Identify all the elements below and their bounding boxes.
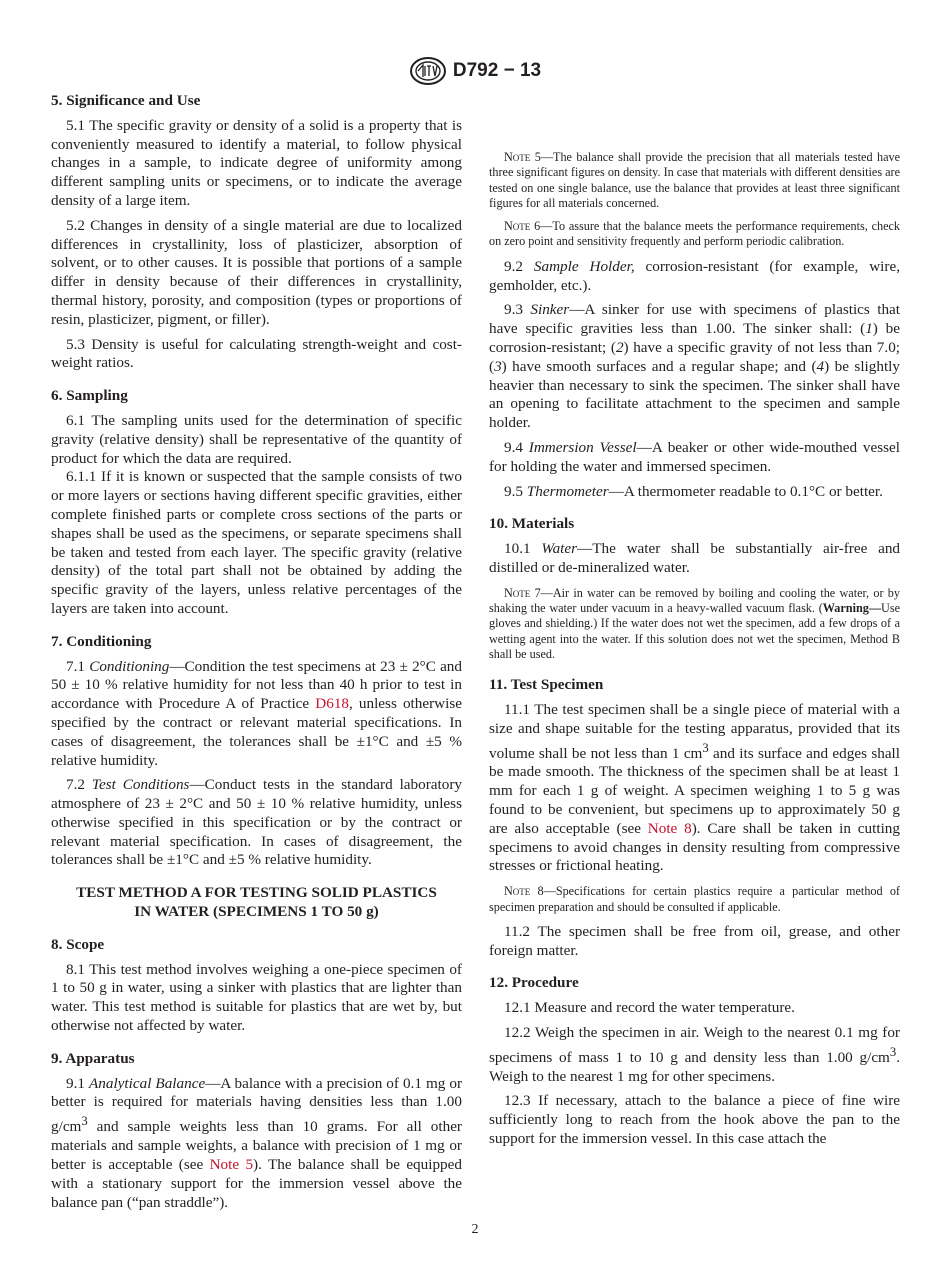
page-number: 2	[471, 1222, 479, 1237]
note-7: Note 7—Air in water can be removed by boiling and cooling the water, or by shaking the water under vacuum in a heavy-walled vacuum flask. (Warning—Use gloves and shielding.) If the water does not wet the specimen, add a few drops of a wetting agent into the water. If this solution does not wet the specimen, Method B shall be used.	[489, 585, 900, 661]
paragraph: 11.2 The specimen shall be free from oil, grease, and other foreign matter.	[489, 922, 900, 959]
section-heading: 10. Materials	[489, 515, 575, 533]
note-8: Note 8—Specifications for certain plastics require a particular method of specimen preparation and should be consulted if applicable.	[489, 884, 900, 914]
paragraph: 10.1 Water—The water shall be substantially air-free and distilled or de-mineralized water.	[489, 540, 901, 576]
paragraph: 9.4 Immersion Vessel—A beaker or other wide-mouthed vessel for holding the water and immersed specimen.	[489, 438, 900, 475]
paragraph: 11.1 The test specimen shall be a single piece of material with a size and shape suitable for the testing apparatus, provided that its volume shall be not less than 1 $cm^3$ and its surface and edges shall be made smooth. The thickness of the specimen shall be at least 1 mm for each 1 g of weight. A specimen weighing 1 to 5 g was found to be convenient, but specimens up to approximately 50 g are also acceptable (see Note 8). Care shall be taken in cutting specimens to avoid changes in density resulting from compressive stresses or frictional heating.	[489, 701, 900, 875]
paragraph: 9.2 Sample Holder, corrosion-resistant (for example, wire, gemholder, etc.).	[489, 257, 900, 294]
paragraph: 7.2 Test Conditions—Conduct tests in the standard laboratory atmosphere of 23 ± 2°C and 50 ± 10 % relative humidity, unless otherwise specified in this specification or by the contract or relevant material specification. In cases of disagreement, the tolerances shall be ±1°C and ±5 % relative humidity.	[51, 776, 463, 869]
term: Sinker	[530, 301, 570, 319]
paragraph: 5.1 The specific gravity or density of a solid is a property that is conveniently measured to identify a material, to follow physical changes in a sample, to indicate degree of uniformity among different sampling units or specimens, or to indicate the average density of a large item.	[51, 116, 462, 209]
document-designation: D792 − 13	[452, 60, 542, 81]
right-column-content	[489, 92, 900, 1155]
paragraph: 12.2 Weigh the specimen in air. Weigh to the nearest 0.1 mg for specimens of mass 1 to 10 g and density less than 1.00 $g/cm^3$. Weigh to the nearest 1 mg for other specimens.	[489, 1024, 900, 1085]
section-heading: 12. Procedure	[489, 974, 579, 992]
section-heading: 5. Significance and Use	[51, 92, 201, 109]
term: Thermometer	[526, 482, 609, 500]
left-column	[51, 92, 462, 1218]
paragraph: 6.1.1 If it is known or suspected that the sample consists of two or more layers or sections having different specific gravities, either complete finished parts or complete cross sections of the parts or shapes shall be used as the specimens, or separate specimens shall be taken and tested from each layer. The specific gravity (relative density) of the total part shall not be obtained by adding the specific gravity of the layers, unless relative percentages of the layers are taken into account.	[51, 468, 462, 617]
astm-logo-icon	[409, 56, 447, 86]
term: Test Conditions	[91, 776, 190, 794]
term: Immersion Vessel	[528, 438, 637, 456]
method-heading: TEST METHOD A FOR TESTING SOLID PLASTICS IN WATER (SPECIMENS 1 TO 50 g)	[76, 884, 437, 921]
paragraph: 9.5 Thermometer—A thermometer readable to 0.1°C or better.	[504, 482, 883, 500]
reference-link-note-5[interactable]: Note 5	[209, 1155, 254, 1173]
paragraph: 5.3 Density is useful for calculating strength-weight and cost-weight ratios.	[51, 335, 462, 372]
paragraph: 9.1 Analytical Balance—A balance with a precision of 0.1 mg or better is required for materials having densities less than 1.00 $g/cm^3$ and sample weights less than 10 grams. For all other materials and sample weights, a balance with precision of 1 mg or better is acceptable (see Note 5). The balance shall be equipped with a stationary support for the immersion vessel above the balance pan (“pan straddle”).	[51, 1074, 463, 1211]
paragraph: 12.1 Measure and record the water temperature.	[504, 999, 795, 1017]
note-5: Note 5—The balance shall provide the precision that all materials tested have three significant figures on density. In case that materials with different densities are tested on one single balance, use the balance that provides at least three significant figures for all materials concerned.	[489, 150, 900, 210]
reference-link-note-8[interactable]: Note 8	[647, 819, 692, 837]
paragraph: 6.1 The sampling units used for the determination of specific gravity (relative density) shall be representative of the quantity of product for which the data are required.	[51, 411, 462, 467]
term: Sample Holder,	[533, 257, 635, 275]
section-heading: 7. Conditioning	[51, 632, 152, 650]
section-heading: 8. Scope	[51, 935, 105, 953]
paragraph: 7.1 Conditioning—Condition the test specimens at 23 ± 2°C and 50 ± 10 % relative humidity for not less than 40 h prior to test in accordance with Procedure A of Practice D618, unless otherwise specified by the contract or relevant material specifications. In cases of disagreement, the tolerances shall be ±1°C and ±5 % relative humidity.	[51, 657, 463, 769]
term: Water	[541, 540, 578, 558]
paragraph: 12.3 If necessary, attach to the balance a piece of fine wire sufficiently long to reach from the hook above the pan to the support for the immersion vessel. In this case attach the	[489, 1092, 900, 1148]
paragraph: 9.3 Sinker—A sinker for use with specimens of plastics that have specific gravities less than 1.00. The sinker shall: (1) be corrosion-resistant; (2) have a specific gravity of not less than 7.0; (3) have smooth surfaces and a regular shape; and (4) be slightly heavier than necessary to sink the specimen. The sinker shall have an opening to facilitate attachment to the specimen and sample holder.	[489, 301, 901, 432]
paragraph: 5.2 Changes in density of a single material are due to localized differences in crystallinity, loss of plasticizer, absorption of solvent, or to other causes. It is possible that portions of a sample differ in density because of their differences in crystallinity, thermal history, porosity, and composition (types or proportions of resin, plasticizer, pigment, or filler).	[51, 216, 462, 328]
section-heading: 6. Sampling	[51, 387, 128, 405]
term: Conditioning	[89, 657, 170, 675]
section-heading: 9. Apparatus	[51, 1049, 135, 1067]
note-6: Note 6—To assure that the balance meets the performance requirements, check on zero point and sensitivity frequently and perform periodic calibration.	[489, 219, 900, 249]
reference-link-d618[interactable]: D618	[315, 695, 350, 713]
page-header	[0, 56, 950, 86]
term: Analytical Balance	[89, 1074, 206, 1092]
paragraph: 8.1 This test method involves weighing a one-piece specimen of 1 to 50 g in water, using a sinker with plastics that are lighter than water. This test method is suitable for plastics that are wet by, but otherwise not affected by water.	[51, 960, 462, 1035]
section-heading: 11. Test Specimen	[489, 676, 604, 694]
